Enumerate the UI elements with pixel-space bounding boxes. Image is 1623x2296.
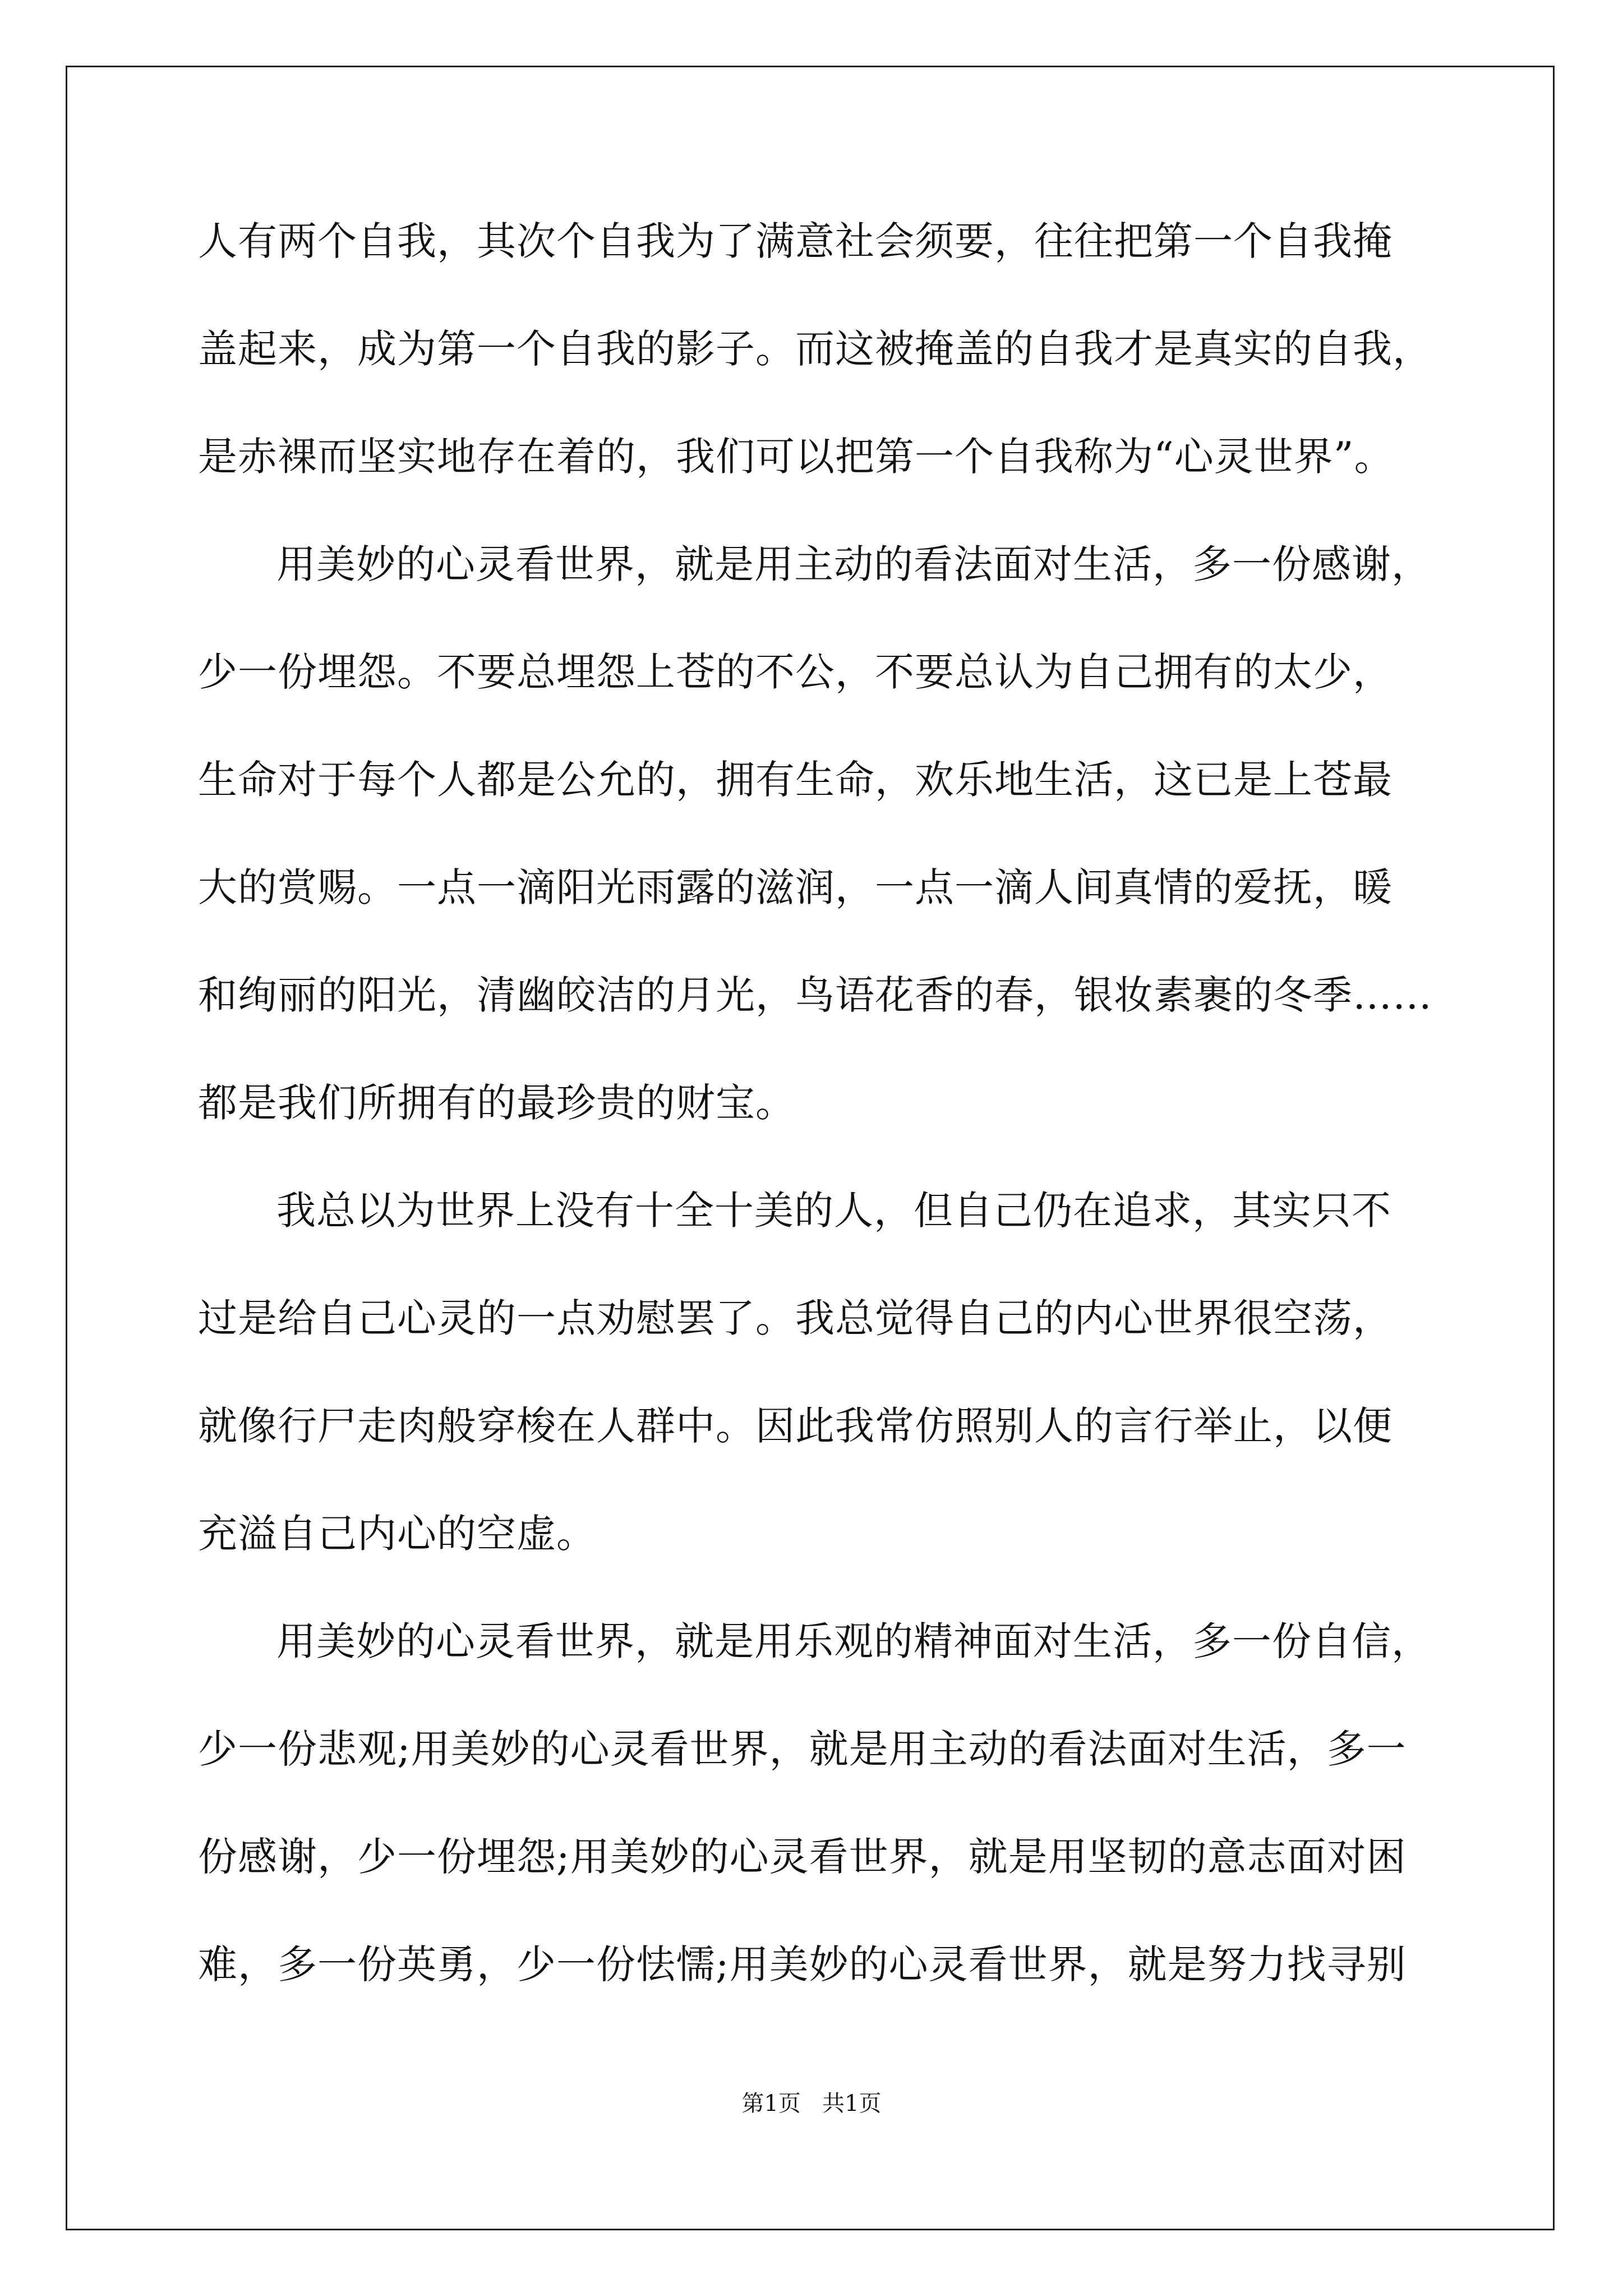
text-line-14: 用美妙的心灵看世界，就是用乐观的精神面对生活，多一份自信， [276, 1618, 1431, 1664]
text-line-3: 是赤裸而坚实地存在着的，我们可以把第一个自我称为“心灵世界”。 [198, 434, 1394, 480]
text-line-10: 我总以为世界上没有十全十美的人，但自己仍在追求，其实只不 [276, 1188, 1391, 1234]
text-line-15: 少一份悲观;用美妙的心灵看世界，就是用主动的看法面对生活，多一 [198, 1726, 1407, 1772]
text-line-7: 大的赏赐。一点一滴阳光雨露的滋润，一点一滴人间真情的爱抚，暖 [198, 864, 1393, 910]
text-line-16: 份感谢，少一份埋怨;用美妙的心灵看世界，就是用坚韧的意志面对困 [198, 1834, 1407, 1880]
document-body [198, 213, 1460, 2044]
text-line-13: 充溢自己内心的空虚。 [198, 1511, 596, 1557]
text-line-9: 都是我们所拥有的最珍贵的财宝。 [198, 1080, 795, 1126]
text-line-4: 用美妙的心灵看世界，就是用主动的看法面对生活，多一份感谢， [276, 541, 1431, 587]
text-line-1: 人有两个自我，其次个自我为了满意社会须要，往往把第一个自我掩 [198, 218, 1393, 264]
text-line-8: 和绚丽的阳光，清幽皎洁的月光，鸟语花香的春，银妆素裹的冬季…… [198, 972, 1432, 1018]
text-line-2: 盖起来，成为第一个自我的影子。而这被掩盖的自我才是真实的自我， [198, 326, 1432, 372]
text-line-17: 难，多一份英勇，少一份怯懦;用美妙的心灵看世界，就是努力找寻别 [198, 1941, 1407, 1987]
text-line-11: 过是给自己心灵的一点劝慰罢了。我总觉得自己的内心世界很空荡， [198, 1295, 1393, 1341]
page-footer: 第1页 共1页 [741, 2091, 882, 2116]
text-line-5: 少一份埋怨。不要总埋怨上苍的不公，不要总认为自己拥有的太少， [198, 649, 1393, 695]
text-line-6: 生命对于每个人都是公允的，拥有生命，欢乐地生活，这已是上苍最 [198, 757, 1393, 803]
text-line-12: 就像行尸走肉般穿梭在人群中。因此我常仿照别人的言行举止，以便 [198, 1403, 1393, 1449]
